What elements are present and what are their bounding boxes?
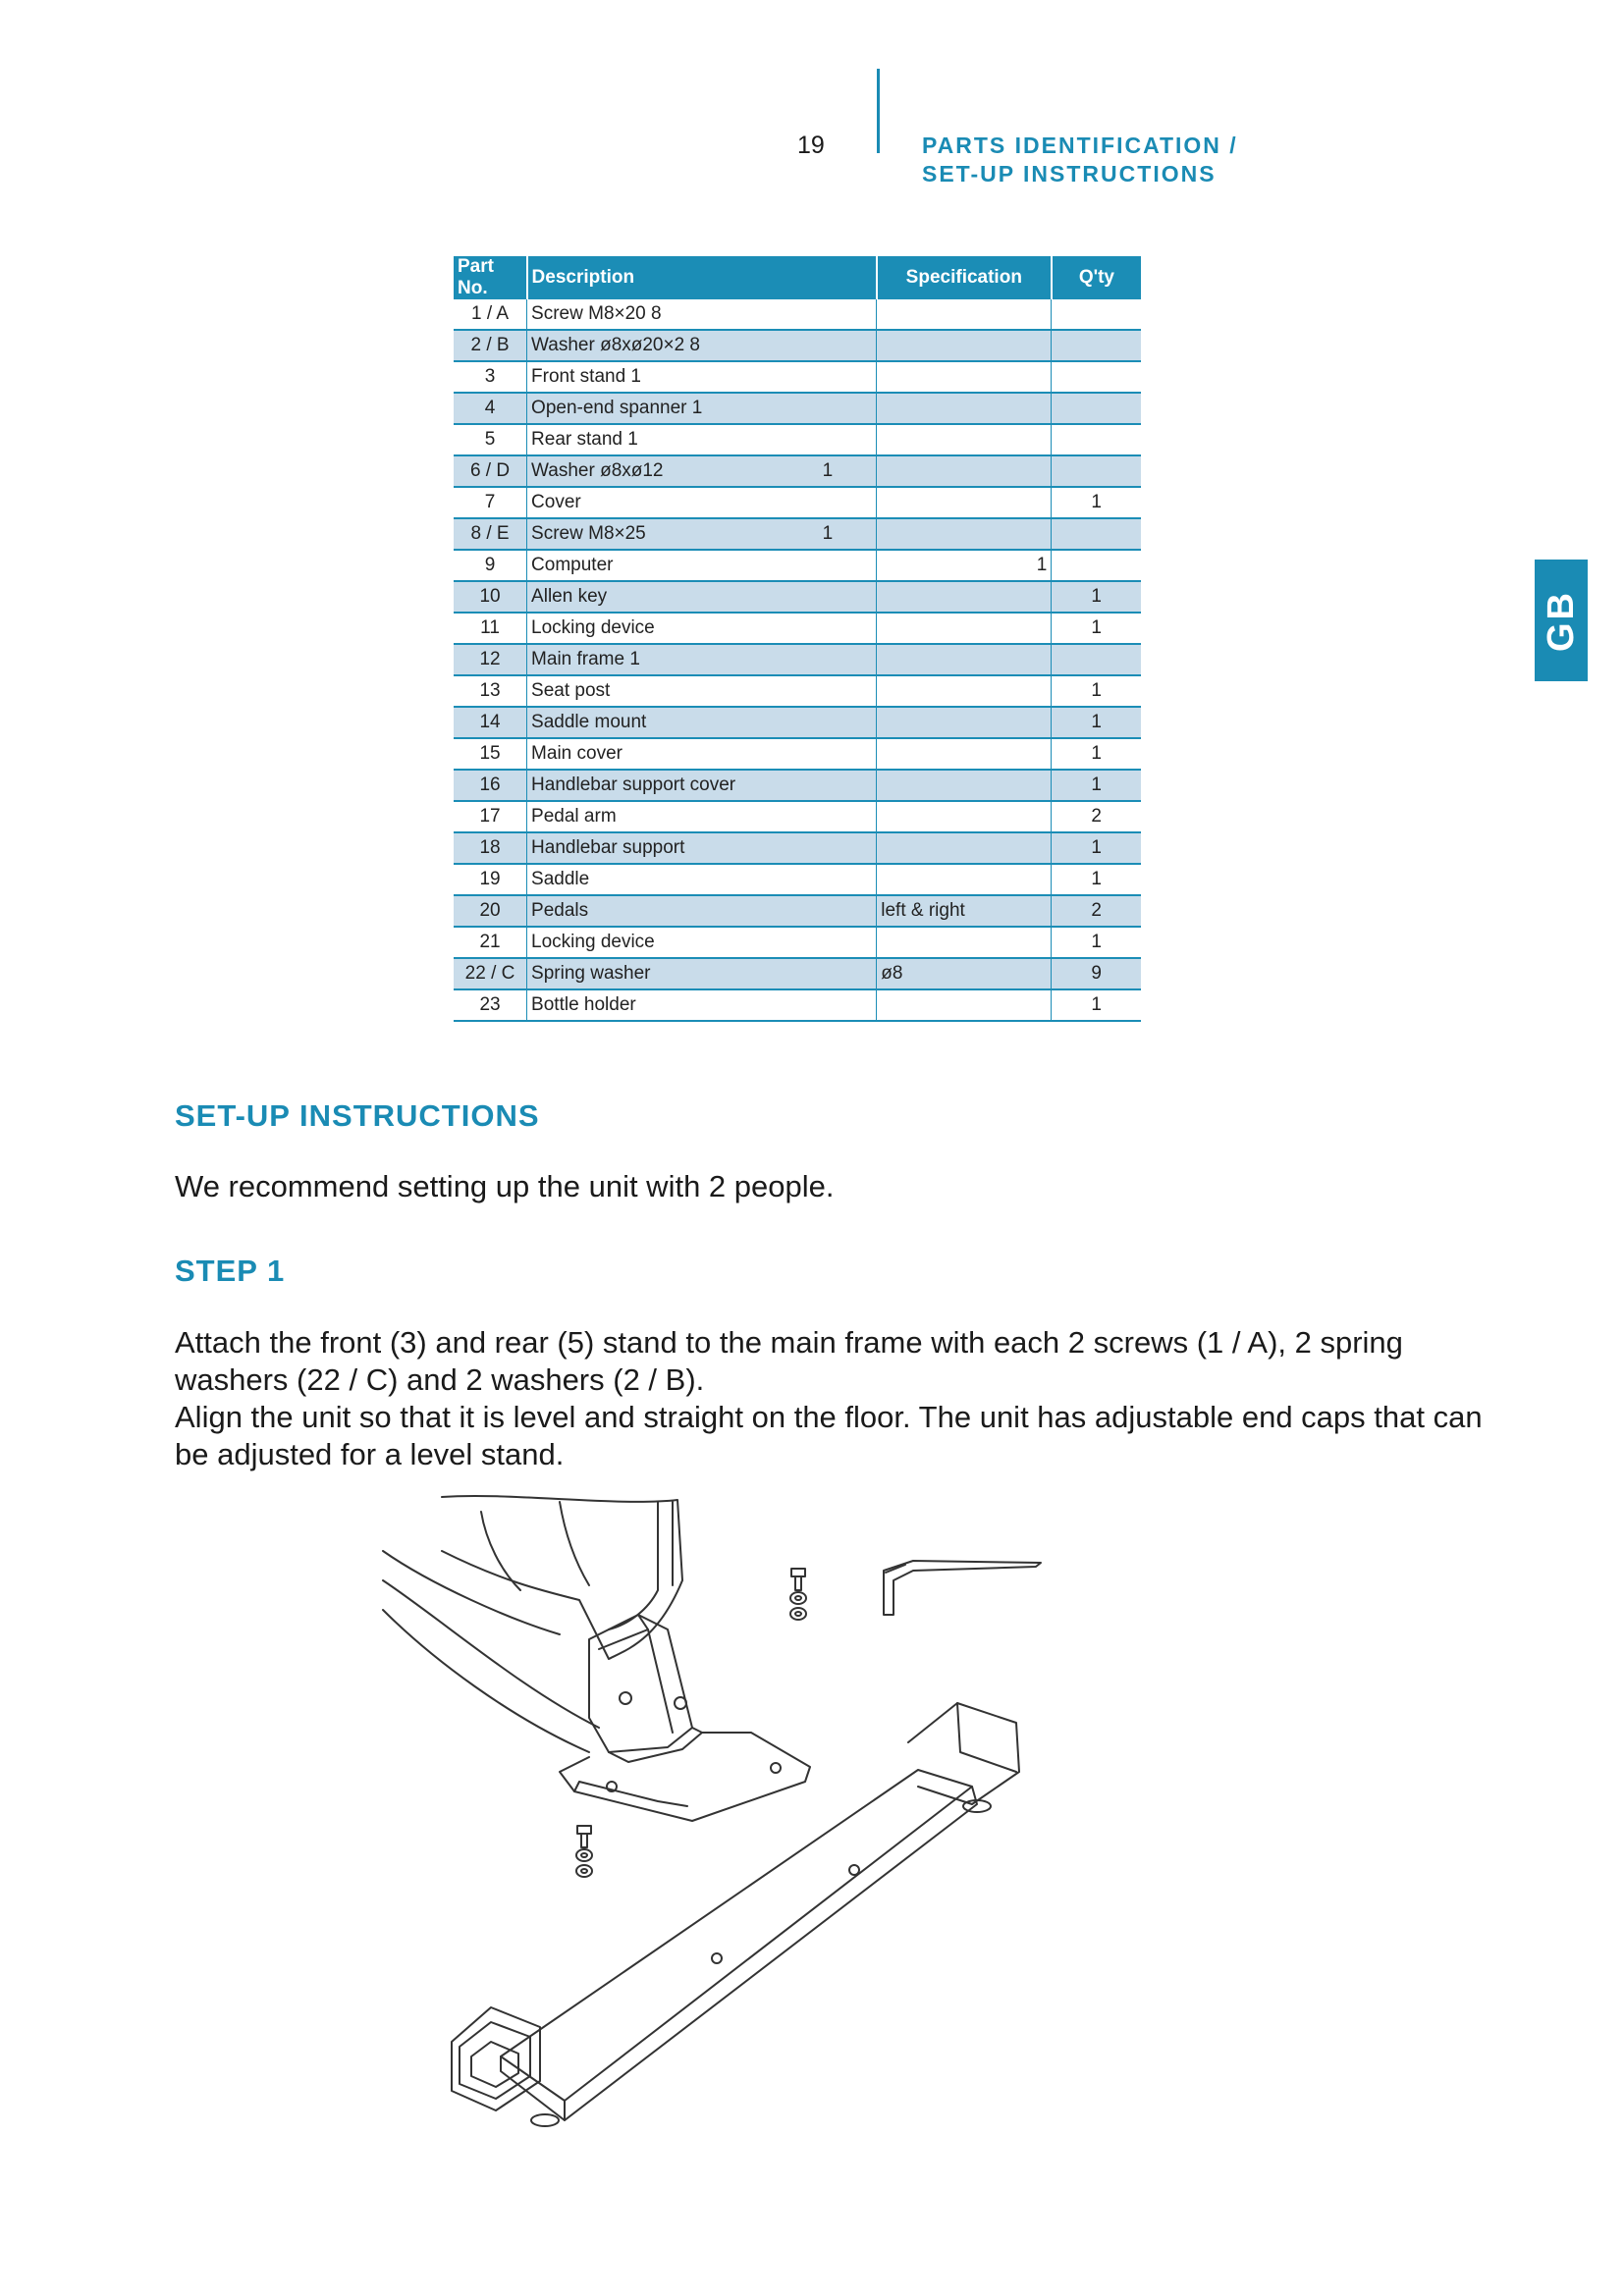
cell-qty: 1 bbox=[1052, 832, 1141, 864]
description-text: Washer ø8xø12 bbox=[531, 460, 664, 481]
cell-qty: 2 bbox=[1052, 895, 1141, 927]
description-text: Screw M8×20 8 bbox=[531, 303, 662, 324]
cell-description bbox=[527, 927, 877, 958]
header-qty: Q'ty bbox=[1052, 256, 1141, 299]
cell-part-no: 3 bbox=[454, 361, 527, 393]
cell-part-no: 10 bbox=[454, 581, 527, 613]
header-title bbox=[922, 132, 1238, 188]
cell-specification bbox=[877, 393, 1052, 424]
cell-part-no: 17 bbox=[454, 801, 527, 832]
cell-specification bbox=[877, 707, 1052, 738]
parts-table bbox=[454, 256, 1141, 1022]
cell-qty bbox=[1052, 424, 1141, 455]
table-row bbox=[454, 644, 1141, 675]
table-row bbox=[454, 613, 1141, 644]
table-row bbox=[454, 455, 1141, 487]
cell-part-no: 12 bbox=[454, 644, 527, 675]
description-text: Open-end spanner 1 bbox=[531, 398, 703, 418]
cell-qty bbox=[1052, 455, 1141, 487]
cell-description bbox=[527, 581, 877, 613]
cell-specification bbox=[877, 518, 1052, 550]
language-tab bbox=[1535, 560, 1588, 681]
description-text: Washer ø8xø20×2 8 bbox=[531, 335, 701, 355]
cell-specification bbox=[877, 738, 1052, 770]
table-row bbox=[454, 832, 1141, 864]
cell-qty: 1 bbox=[1052, 487, 1141, 518]
hardware-set-lower bbox=[576, 1826, 592, 1877]
cell-description bbox=[527, 299, 877, 330]
cell-qty: 1 bbox=[1052, 613, 1141, 644]
table-header-row bbox=[454, 256, 1141, 299]
language-tab-label: GB bbox=[1540, 589, 1582, 652]
description-text: Saddle mount bbox=[531, 712, 647, 732]
cell-part-no: 14 bbox=[454, 707, 527, 738]
cell-specification bbox=[877, 455, 1052, 487]
description-text: Handlebar support cover bbox=[531, 774, 736, 795]
cell-part-no: 4 bbox=[454, 393, 527, 424]
description-text: Saddle bbox=[531, 869, 590, 889]
parts-table-body bbox=[454, 299, 1141, 1021]
cell-description bbox=[527, 455, 877, 487]
step1-paragraph2: Align the unit so that it is level and straight on the floor. The unit has adjustable end caps that can be adjusted for a level stand. bbox=[175, 1400, 1483, 1471]
cell-part-no: 16 bbox=[454, 770, 527, 801]
description-text: Rear stand 1 bbox=[531, 429, 638, 450]
assembly-illustration bbox=[363, 1492, 1247, 2169]
cell-qty bbox=[1052, 361, 1141, 393]
front-stand-drawing bbox=[452, 1703, 1019, 2126]
cell-description bbox=[527, 832, 877, 864]
table-row bbox=[454, 958, 1141, 989]
cell-part-no: 5 bbox=[454, 424, 527, 455]
header-specification: Specification bbox=[877, 256, 1052, 299]
cell-qty bbox=[1052, 550, 1141, 581]
description-text: Pedal arm bbox=[531, 806, 617, 827]
cell-specification: 1 bbox=[877, 550, 1052, 581]
cell-qty: 1 bbox=[1052, 927, 1141, 958]
cell-part-no: 19 bbox=[454, 864, 527, 895]
cell-specification bbox=[877, 675, 1052, 707]
cell-part-no: 13 bbox=[454, 675, 527, 707]
table-row bbox=[454, 989, 1141, 1021]
cell-qty: 1 bbox=[1052, 707, 1141, 738]
table-row bbox=[454, 424, 1141, 455]
cell-specification bbox=[877, 832, 1052, 864]
cell-qty bbox=[1052, 330, 1141, 361]
cell-specification bbox=[877, 581, 1052, 613]
cell-qty: 1 bbox=[1052, 675, 1141, 707]
cell-description bbox=[527, 895, 877, 927]
cell-part-no: 7 bbox=[454, 487, 527, 518]
cell-part-no: 2 / B bbox=[454, 330, 527, 361]
description-text: Main cover bbox=[531, 743, 623, 764]
cell-part-no: 18 bbox=[454, 832, 527, 864]
table-row bbox=[454, 675, 1141, 707]
table-row bbox=[454, 330, 1141, 361]
step1-body bbox=[175, 1324, 1490, 1473]
description-text: Screw M8×25 bbox=[531, 523, 646, 544]
step1-paragraph1: Attach the front (3) and rear (5) stand to the main frame with each 2 screws (1 / A), 2 spring washers (22 / C) and 2 washers (2 / B). bbox=[175, 1325, 1403, 1397]
table-row bbox=[454, 738, 1141, 770]
cell-description bbox=[527, 361, 877, 393]
cell-qty bbox=[1052, 393, 1141, 424]
table-row bbox=[454, 864, 1141, 895]
cell-specification bbox=[877, 644, 1052, 675]
cell-specification bbox=[877, 613, 1052, 644]
description-text: Seat post bbox=[531, 680, 611, 701]
table-row bbox=[454, 581, 1141, 613]
main-frame-drawing bbox=[383, 1496, 810, 1821]
cell-specification bbox=[877, 361, 1052, 393]
cell-description bbox=[527, 738, 877, 770]
cell-specification bbox=[877, 864, 1052, 895]
allen-key-drawing bbox=[884, 1561, 1041, 1615]
cell-description bbox=[527, 613, 877, 644]
table-row bbox=[454, 927, 1141, 958]
cell-description bbox=[527, 518, 877, 550]
cell-qty: 1 bbox=[1052, 738, 1141, 770]
cell-specification bbox=[877, 927, 1052, 958]
table-row bbox=[454, 299, 1141, 330]
header-part-no: Part No. bbox=[454, 256, 527, 299]
cell-description bbox=[527, 864, 877, 895]
cell-description bbox=[527, 989, 877, 1021]
cell-qty: 1 bbox=[1052, 581, 1141, 613]
cell-part-no: 9 bbox=[454, 550, 527, 581]
cell-description bbox=[527, 393, 877, 424]
cell-specification bbox=[877, 989, 1052, 1021]
cell-description bbox=[527, 801, 877, 832]
table-row bbox=[454, 895, 1141, 927]
table-row bbox=[454, 550, 1141, 581]
cell-part-no: 22 / C bbox=[454, 958, 527, 989]
cell-part-no: 20 bbox=[454, 895, 527, 927]
description-text: Allen key bbox=[531, 586, 608, 607]
cell-part-no: 1 / A bbox=[454, 299, 527, 330]
cell-qty: 1 bbox=[1052, 770, 1141, 801]
table-row bbox=[454, 707, 1141, 738]
hardware-set-upper bbox=[790, 1569, 806, 1620]
cell-specification bbox=[877, 424, 1052, 455]
description-text: Front stand 1 bbox=[531, 366, 641, 387]
header-description: Description bbox=[527, 256, 877, 299]
cell-qty: 9 bbox=[1052, 958, 1141, 989]
cell-qty: 2 bbox=[1052, 801, 1141, 832]
cell-description bbox=[527, 958, 877, 989]
table-row bbox=[454, 518, 1141, 550]
step1-heading: STEP 1 bbox=[175, 1254, 286, 1288]
cell-description bbox=[527, 675, 877, 707]
description-text: Bottle holder bbox=[531, 994, 636, 1015]
cell-specification: left & right bbox=[877, 895, 1052, 927]
cell-part-no: 15 bbox=[454, 738, 527, 770]
cell-specification bbox=[877, 330, 1052, 361]
header-title-line1: PARTS IDENTIFICATION / bbox=[922, 133, 1238, 158]
setup-heading: SET-UP INSTRUCTIONS bbox=[175, 1098, 540, 1133]
description-text: Cover bbox=[531, 492, 581, 512]
description-text: Spring washer bbox=[531, 963, 651, 984]
cell-specification bbox=[877, 487, 1052, 518]
description-text: Locking device bbox=[531, 617, 655, 638]
description-text: Computer bbox=[531, 555, 614, 575]
table-row bbox=[454, 770, 1141, 801]
table-row bbox=[454, 393, 1141, 424]
cell-specification bbox=[877, 770, 1052, 801]
cell-part-no: 6 / D bbox=[454, 455, 527, 487]
description-text: Handlebar support bbox=[531, 837, 685, 858]
cell-description bbox=[527, 487, 877, 518]
cell-qty bbox=[1052, 299, 1141, 330]
page-number: 19 bbox=[797, 132, 825, 159]
setup-intro: We recommend setting up the unit with 2 people. bbox=[175, 1169, 835, 1203]
table-row bbox=[454, 487, 1141, 518]
table-row bbox=[454, 361, 1141, 393]
cell-specification bbox=[877, 801, 1052, 832]
cell-specification: ø8 bbox=[877, 958, 1052, 989]
cell-description bbox=[527, 424, 877, 455]
cell-qty bbox=[1052, 644, 1141, 675]
cell-description bbox=[527, 644, 877, 675]
header-divider bbox=[877, 69, 880, 153]
cell-part-no: 8 / E bbox=[454, 518, 527, 550]
description-text: Main frame 1 bbox=[531, 649, 640, 669]
cell-qty bbox=[1052, 518, 1141, 550]
description-inline-qty: 1 bbox=[822, 523, 834, 544]
cell-description bbox=[527, 330, 877, 361]
header-title-line2: SET-UP INSTRUCTIONS bbox=[922, 161, 1217, 187]
cell-part-no: 11 bbox=[454, 613, 527, 644]
cell-part-no: 23 bbox=[454, 989, 527, 1021]
cell-part-no: 21 bbox=[454, 927, 527, 958]
cell-description bbox=[527, 770, 877, 801]
cell-description bbox=[527, 550, 877, 581]
description-text: Pedals bbox=[531, 900, 589, 921]
table-row bbox=[454, 801, 1141, 832]
cell-qty: 1 bbox=[1052, 989, 1141, 1021]
description-text: Locking device bbox=[531, 932, 655, 952]
cell-specification bbox=[877, 299, 1052, 330]
cell-qty: 1 bbox=[1052, 864, 1141, 895]
description-inline-qty: 1 bbox=[822, 460, 834, 481]
cell-description bbox=[527, 707, 877, 738]
